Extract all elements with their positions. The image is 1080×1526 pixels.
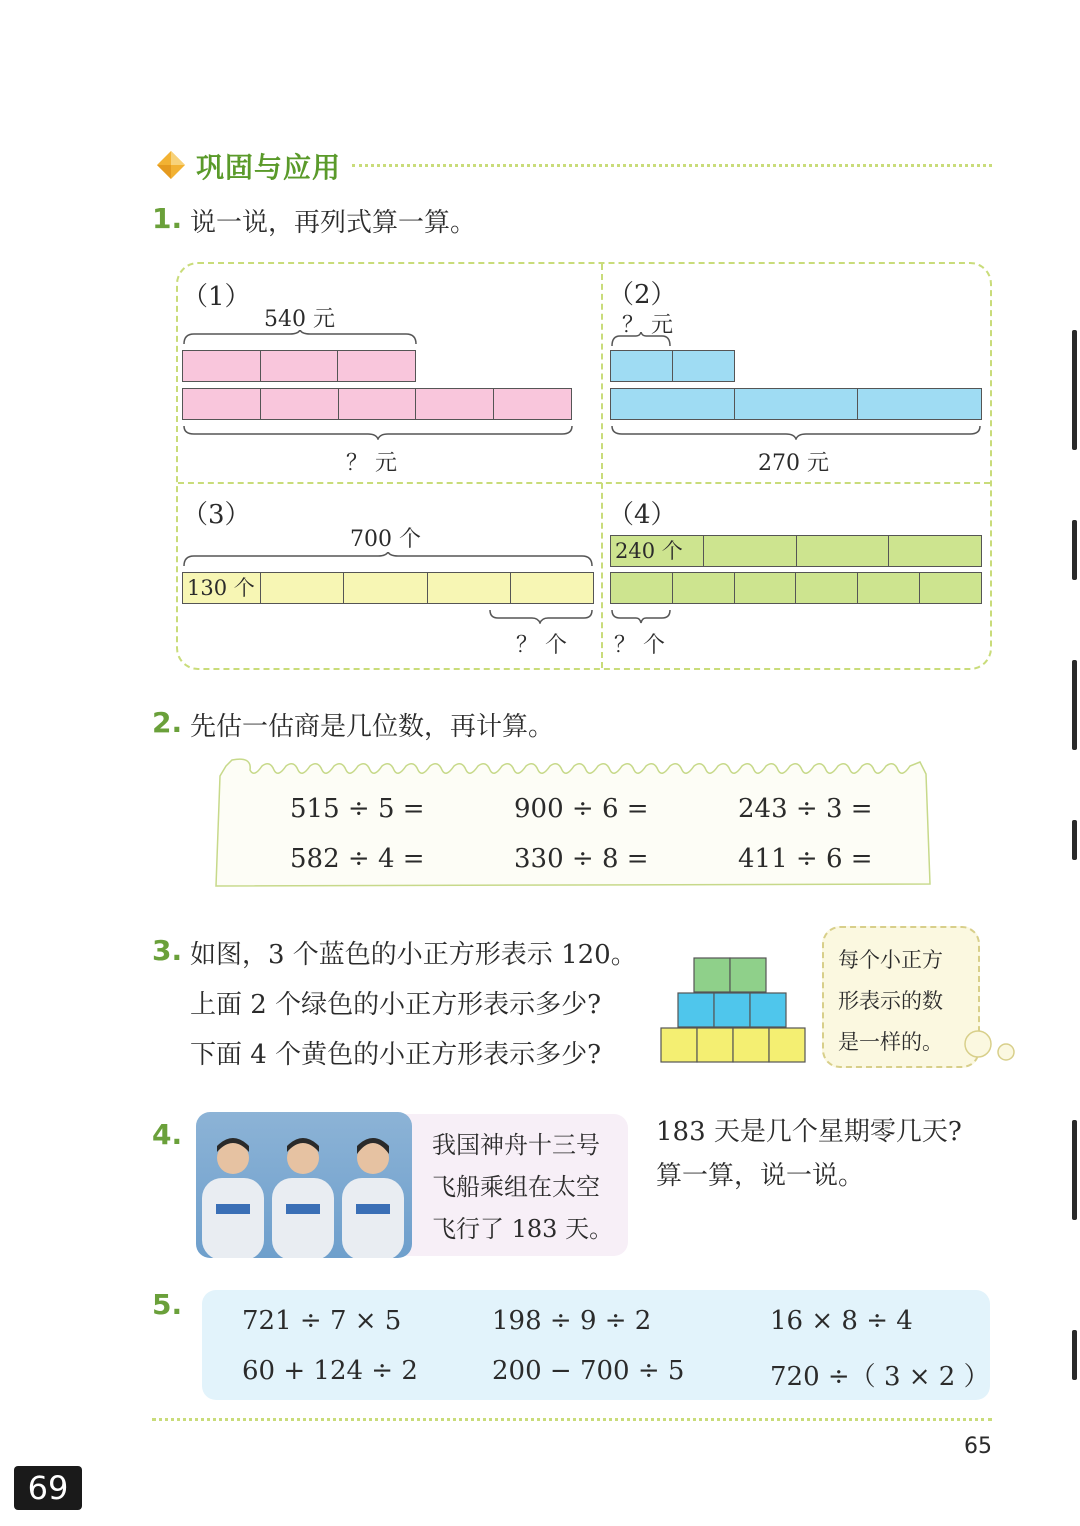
section-divider	[352, 164, 992, 167]
q5-expr-2-2: 200 − 700 ÷ 5	[492, 1356, 685, 1386]
q2-text: 先估一估商是几位数，再计算。	[190, 712, 555, 742]
q4-question-line-2: 算一算，说一说。	[656, 1161, 865, 1191]
q3-line-1: 如图，3 个蓝色的小正方形表示 120。	[190, 940, 637, 970]
p2-bar-bottom	[610, 388, 982, 420]
q5-expr-1-3: 16 × 8 ÷ 4	[770, 1306, 913, 1336]
p4-bar-top	[610, 535, 982, 567]
p1-top-brace	[182, 330, 418, 346]
q5-expr-1-2: 198 ÷ 9 ÷ 2	[492, 1306, 652, 1336]
q3-square-pyramid	[660, 956, 806, 1066]
astronaut-figure	[272, 1138, 334, 1258]
q2-expr-1-2: 900 ÷ 6 =	[514, 794, 649, 824]
p4-bar-bottom	[610, 572, 982, 604]
q2-expr-1-1: 515 ÷ 5 =	[290, 794, 425, 824]
q1-number: 1.	[152, 202, 183, 235]
panel-horizontal-divider	[178, 482, 990, 484]
q1-text: 说一说，再列式算一算。	[190, 208, 477, 238]
p3-top-label: 700 个	[350, 527, 421, 552]
q4-info-text	[432, 1124, 613, 1250]
p1-bottom-brace	[182, 424, 574, 440]
astronaut-photo	[196, 1112, 412, 1258]
speech-line-2: 形表示的数	[838, 989, 943, 1013]
speech-line-1: 每个小正方	[838, 948, 943, 972]
q3-line-2: 上面 2 个绿色的小正方形表示多少?	[190, 990, 602, 1020]
diamond-icon	[156, 150, 186, 180]
p4-first-cell: 240 个	[611, 536, 704, 566]
p4-bottom-label: ？ 个	[614, 633, 665, 658]
p2-label: （2）	[608, 280, 677, 310]
q5-expr-2-3: 720 ÷（ 3 × 2 ）	[770, 1362, 990, 1392]
p3-label: （3）	[182, 500, 251, 530]
panel-vertical-divider	[601, 264, 603, 668]
p4-label: （4）	[608, 500, 677, 530]
p4-bottom-brace	[610, 608, 674, 624]
q5-number: 5.	[152, 1288, 183, 1321]
p3-bar	[182, 572, 594, 604]
p2-top-brace	[610, 332, 674, 348]
q2-expr-2-1: 582 ÷ 4 =	[290, 844, 425, 874]
page-edge-mark	[1072, 1120, 1077, 1220]
q5-expr-2-1: 60 + 124 ÷ 2	[242, 1356, 418, 1386]
q3-speech-text	[838, 940, 978, 1063]
page-edge-mark	[1072, 820, 1077, 860]
p3-bottom-brace	[488, 608, 596, 624]
p3-first-cell: 130 个	[183, 573, 261, 603]
q2-number: 2.	[152, 706, 183, 739]
q4-question	[656, 1110, 962, 1198]
q3-number: 3.	[152, 934, 183, 967]
p1-top-label: 540 元	[264, 307, 335, 332]
page-number: 65	[964, 1434, 992, 1459]
page-edge-mark	[1072, 1330, 1077, 1380]
astronaut-figure	[202, 1138, 264, 1258]
p3-bottom-label: ？ 个	[516, 633, 567, 658]
p1-label: （1）	[182, 282, 251, 312]
page-edge-mark	[1072, 330, 1077, 450]
page-edge-mark	[1072, 660, 1077, 750]
q2-expr-1-3: 243 ÷ 3 =	[738, 794, 873, 824]
q2-expr-2-3: 411 ÷ 6 =	[738, 844, 873, 874]
speech-line-3: 是一样的。	[838, 1030, 943, 1054]
p2-top-label: ？ 元	[622, 313, 673, 338]
q4-question-line-1: 183 天是几个星期零几天?	[656, 1117, 962, 1147]
p1-bottom-label: ？ 元	[346, 451, 397, 476]
p2-bottom-brace	[610, 424, 984, 440]
info-line-2: 飞船乘组在太空	[432, 1173, 600, 1201]
footer-divider	[152, 1418, 992, 1421]
astronaut-figure	[342, 1138, 404, 1258]
info-line-1: 我国神舟十三号	[432, 1131, 600, 1159]
q5-expr-1-1: 721 ÷ 7 × 5	[242, 1306, 402, 1336]
p2-bottom-label: 270 元	[758, 451, 829, 476]
q4-number: 4.	[152, 1118, 183, 1151]
p2-bar-top	[610, 350, 735, 382]
p3-top-brace	[182, 552, 596, 568]
section-title: 巩固与应用	[196, 151, 342, 184]
q2-expr-2-2: 330 ÷ 8 =	[514, 844, 649, 874]
info-line-3: 飞行了 183 天。	[432, 1215, 614, 1243]
p1-bar-top	[182, 350, 416, 382]
p1-bar-bottom	[182, 388, 572, 420]
q3-line-3: 下面 4 个黄色的小正方形表示多少?	[190, 1040, 602, 1070]
page-edge-mark	[1072, 520, 1077, 580]
page-badge: 69	[14, 1466, 82, 1510]
